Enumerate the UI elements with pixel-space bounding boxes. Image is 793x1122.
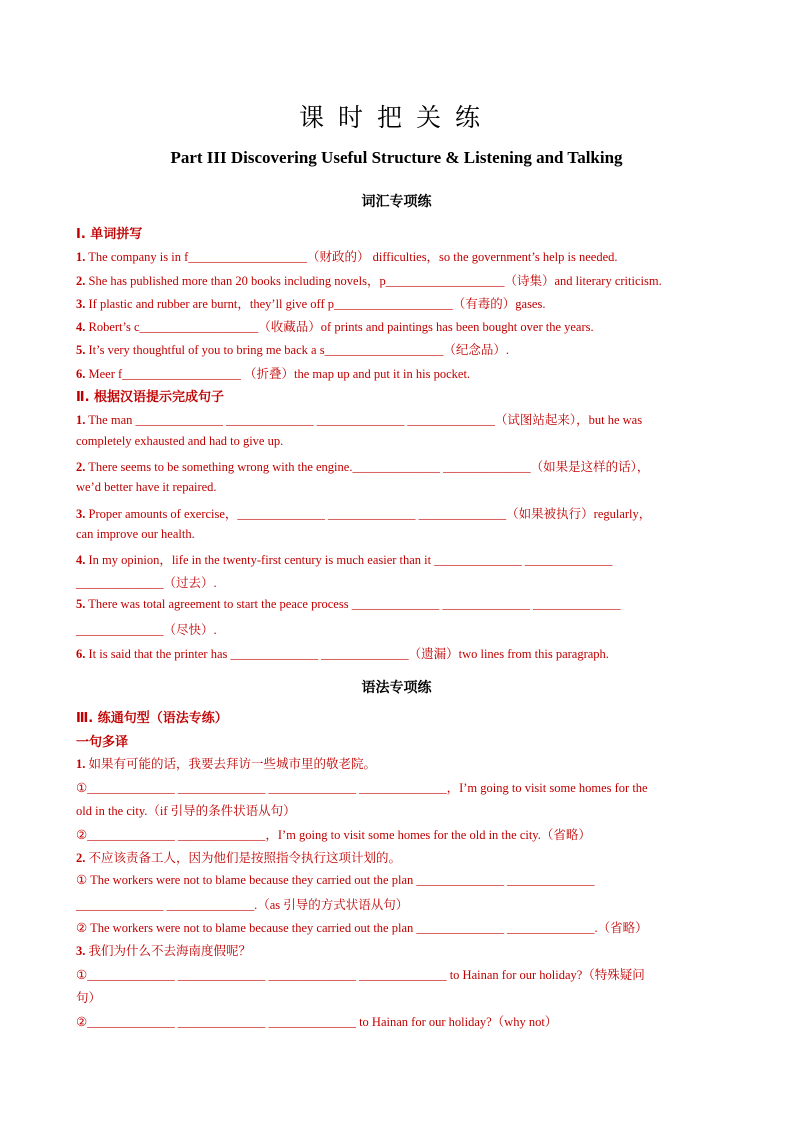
list-item: 3. 我们为什么不去海南度假呢？ [76,944,252,958]
part2-heading: Ⅱ. 根据汉语提示完成句子 [76,390,225,405]
list-item: ______________（过去）. [76,576,217,590]
vocab-section-title: 词汇专项练 [361,194,432,210]
list-item: can improve our health. [76,527,195,541]
part1-heading: Ⅰ. 单词拼写 [76,227,143,242]
list-item: completely exhausted and had to give up. [76,434,284,448]
list-item: 3. Proper amounts of exercise，______________ ______________ ______________（如果被执行）regularly， [76,507,652,521]
part3-subheading: 一句多译 [76,735,129,750]
list-item: 1. 如果有可能的话，我要去拜访一些城市里的敬老院。 [76,757,377,771]
list-item: ②______________ ______________，I’m going to visit some homes for the old in the city.（省略） [76,828,591,842]
list-item: 5. It’s very thoughtful of you to bring me back a s___________________（纪念品）. [76,343,509,357]
list-item: 3. If plastic and rubber are burnt，they’ll give off p___________________（有毒的）gases. [76,297,546,311]
grammar-section-title: 语法专项练 [361,680,432,696]
list-item: we’d better have it repaired. [76,480,217,494]
list-item: 1. The man ______________ ______________ ______________ ______________（试图站起来），but he was [76,413,643,427]
list-item: 2. She has published more than 20 books including novels，p___________________（诗集）and literary criticism. [76,274,662,288]
list-item: ①______________ ______________ ______________ ______________，I’m going to visit some homes for the [76,781,648,795]
list-item: ① The workers were not to blame because they carried out the plan ______________ ______________ [76,873,595,887]
list-item: 句） [76,991,102,1005]
part3-heading: Ⅲ. 练通句型（语法专练） [76,711,228,726]
list-item: 5. There was total agreement to start the peace process ______________ ______________ ______________ [76,597,621,611]
list-item: 2. There seems to be something wrong with the engine.______________ ______________（如果是这样的话）， [76,460,650,474]
page-subtitle: Part III Discovering Useful Structure & Listening and Talking [170,148,623,167]
list-item: ______________ ______________.（as 引导的方式状语从句） [76,898,409,912]
list-item: ①______________ ______________ ______________ ______________ to Hainan for our holiday?（特殊疑问 [76,968,645,982]
list-item: 4. Robert’s c___________________（收藏品）of prints and paintings has been bought over the years. [76,320,594,334]
list-item: 2. 不应该责备工人，因为他们是按照指令执行这项计划的。 [76,851,402,865]
list-item: 6. It is said that the printer has ______________ ______________（遗漏）two lines from this paragraph. [76,647,609,661]
list-item: ______________（尽快）. [76,623,217,637]
list-item: 4. In my opinion，life in the twenty-first century is much easier than it ______________ ______________ [76,553,613,567]
list-item: ② The workers were not to blame because they carried out the plan ______________ ______________.（省略） [76,921,648,935]
list-item: 6. Meer f___________________ （折叠）the map up and put it in his pocket. [76,367,471,381]
list-item: old in the city.（if 引导的条件状语从句） [76,804,296,818]
list-item: ②______________ ______________ ______________ to Hainan for our holiday?（why not） [76,1015,558,1029]
list-item: 1. The company is in f___________________（财政的） difficulties，so the government’s help is needed. [76,250,618,264]
page-title: 课时把关练 [298,103,494,132]
